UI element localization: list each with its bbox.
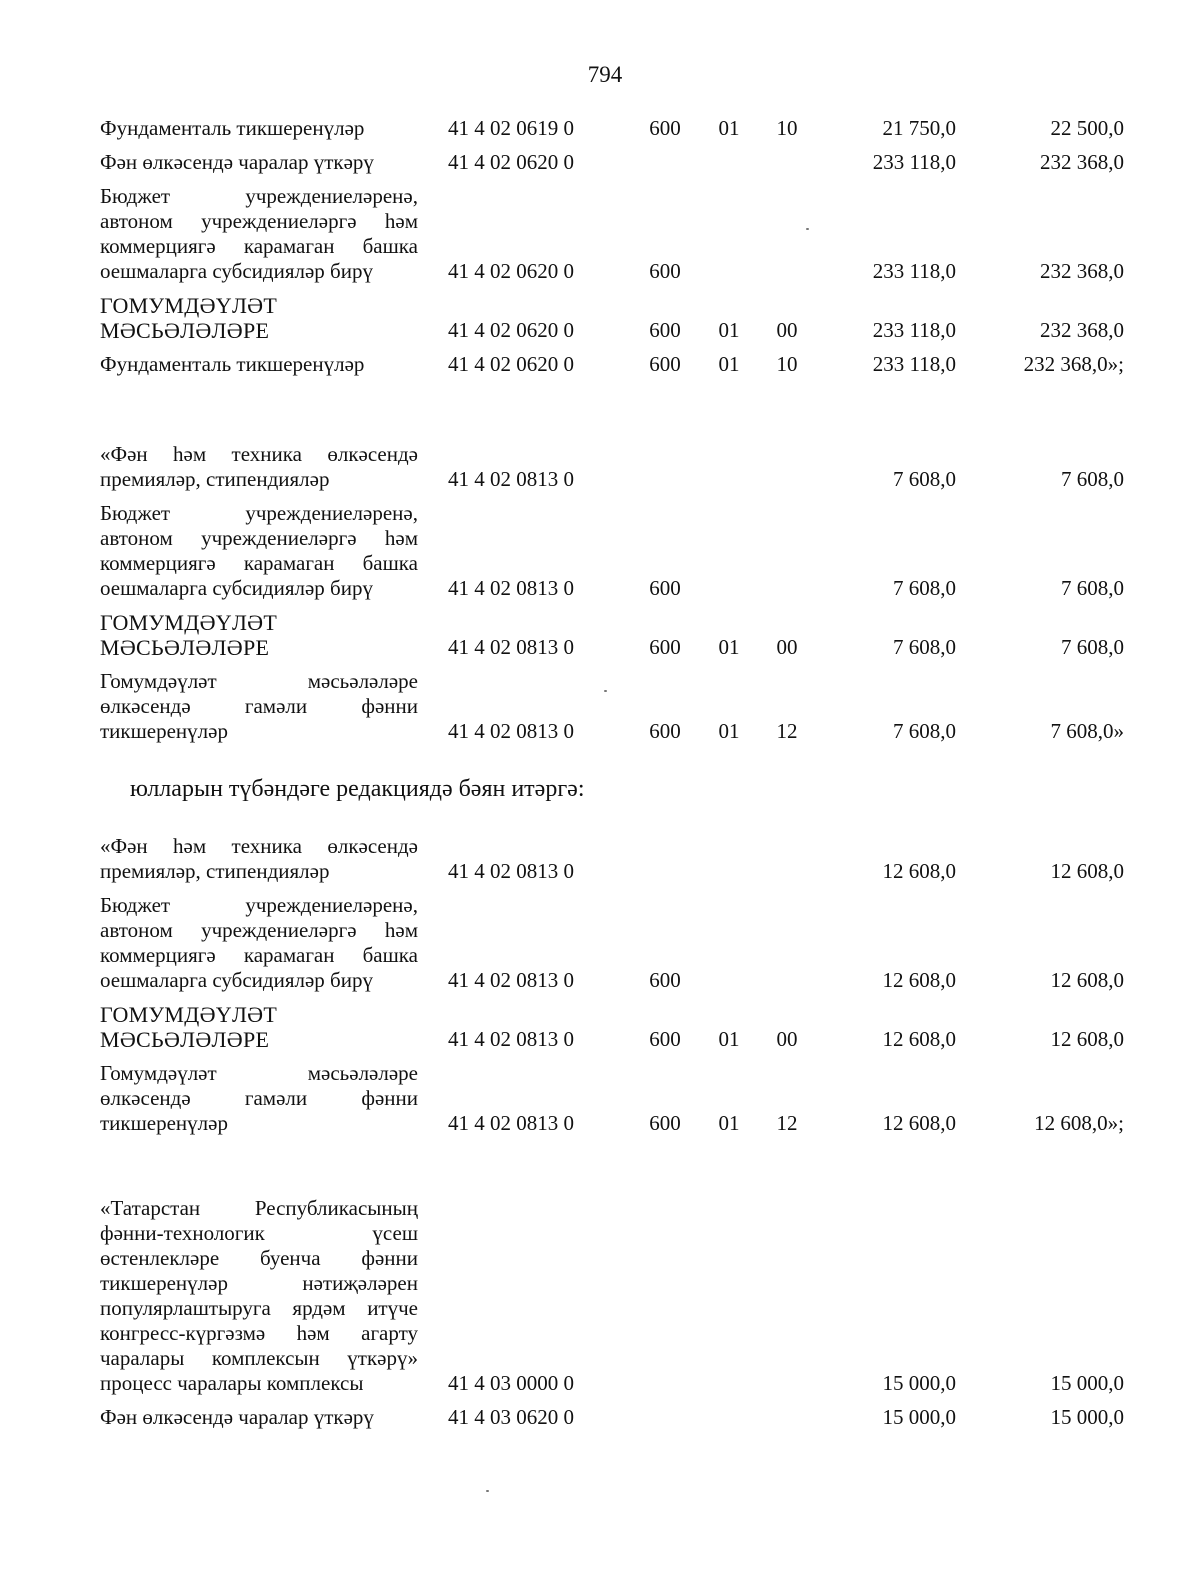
cell-name: Бюджет учреждениеләренә, автоном учреждениеләргә һәм коммерциягә карамаган башка оешмаларга субсидияләр бирү [100, 184, 418, 283]
cell-pr: 12 [776, 719, 798, 743]
cell-pr: 00 [776, 1027, 798, 1051]
cell-v1: 12 608,0 [882, 1027, 956, 1051]
table-row [100, 150, 1130, 175]
cell-code: 41 4 02 0813 0 [448, 859, 574, 883]
table-row [100, 352, 1130, 377]
cell-v2: 7 608,0» [1050, 719, 1124, 743]
cell-name: Фән өлкәсендә чаралар үткәрү [100, 1405, 374, 1429]
cell-rz: 01 [718, 318, 740, 342]
table-block-3 [100, 834, 1130, 1145]
scan-speck [604, 690, 607, 692]
cell-pr: 12 [776, 1111, 798, 1135]
cell-pr: 00 [776, 635, 798, 659]
table-row [100, 1196, 1130, 1396]
table-row [100, 184, 1130, 284]
cell-name: «Фән һәм техника өлкәсендә премияләр, стипендияләр [100, 834, 418, 883]
table-row [100, 834, 1130, 884]
cell-v2: 12 608,0»; [1034, 1111, 1124, 1135]
cell-vr: 600 [649, 318, 681, 342]
cell-name: Бюджет учреждениеләренә, автоном учреждениеләргә һәм коммерциягә карамаган башка оешмаларга субсидияләр бирү [100, 501, 418, 600]
table-row [100, 610, 1130, 660]
cell-vr: 600 [649, 352, 681, 376]
cell-rz: 01 [718, 1111, 740, 1135]
table-row [100, 1061, 1130, 1136]
cell-v1: 12 608,0 [882, 968, 956, 992]
cell-v2: 12 608,0 [1050, 859, 1124, 883]
cell-v1: 7 608,0 [893, 719, 956, 743]
cell-v1: 21 750,0 [882, 116, 956, 140]
table-block-4 [100, 1196, 1130, 1439]
cell-name: «Фән һәм техника өлкәсендә премияләр, стипендияләр [100, 442, 418, 491]
table-row [100, 501, 1130, 601]
cell-name: «Татарстан Республикасының фәнни-технологик үсеш өстенлекләре буенча фәнни тикшеренүләр нәтиҗәләрен популярлаштыруга ярдәм итүче конгресс-күргәзмә һәм агарту чаралары комплексын үткәрү» процесс чаралары комплексы [100, 1196, 418, 1395]
cell-code: 41 4 02 0620 0 [448, 318, 574, 342]
cell-v2: 12 608,0 [1050, 968, 1124, 992]
cell-vr: 600 [649, 1027, 681, 1051]
table-row [100, 293, 1130, 343]
cell-code: 41 4 02 0619 0 [448, 116, 574, 140]
cell-code: 41 4 02 0813 0 [448, 635, 574, 659]
scan-speck [806, 228, 809, 230]
table-row [100, 116, 1130, 141]
cell-v1: 12 608,0 [882, 1111, 956, 1135]
cell-code: 41 4 03 0620 0 [448, 1405, 574, 1429]
table-row [100, 442, 1130, 492]
cell-v1: 15 000,0 [882, 1371, 956, 1395]
cell-code: 41 4 03 0000 0 [448, 1371, 574, 1395]
cell-code: 41 4 02 0813 0 [448, 968, 574, 992]
cell-v1: 7 608,0 [893, 576, 956, 600]
cell-v2: 232 368,0 [1040, 150, 1124, 174]
table-row [100, 893, 1130, 993]
instruction-text: юлларын түбәндәге редакциядә бәян итәргә: [130, 776, 585, 802]
cell-v2: 232 368,0 [1040, 259, 1124, 283]
cell-v2: 15 000,0 [1050, 1371, 1124, 1395]
cell-code: 41 4 02 0620 0 [448, 150, 574, 174]
cell-vr: 600 [649, 576, 681, 600]
cell-code: 41 4 02 0813 0 [448, 1027, 574, 1051]
cell-name: ГОМУМДӘҮЛӘТ МӘСЬӘЛӘЛӘРЕ [100, 293, 278, 343]
cell-vr: 600 [649, 968, 681, 992]
page-number: 794 [587, 62, 623, 87]
cell-code: 41 4 02 0813 0 [448, 576, 574, 600]
table-block-2 [100, 442, 1130, 753]
cell-v2: 15 000,0 [1050, 1405, 1124, 1429]
cell-v1: 15 000,0 [882, 1405, 956, 1429]
cell-name: ГОМУМДӘҮЛӘТ МӘСЬӘЛӘЛӘРЕ [100, 1002, 278, 1052]
cell-vr: 600 [649, 259, 681, 283]
cell-vr: 600 [649, 635, 681, 659]
cell-v2: 232 368,0 [1040, 318, 1124, 342]
cell-vr: 600 [649, 719, 681, 743]
cell-code: 41 4 02 0813 0 [448, 719, 574, 743]
cell-pr: 10 [776, 116, 798, 140]
cell-v2: 7 608,0 [1061, 576, 1124, 600]
table-row [100, 669, 1130, 744]
cell-v1: 233 118,0 [872, 318, 956, 342]
cell-name: Фундаменталь тикшеренүләр [100, 352, 365, 376]
cell-v2: 7 608,0 [1061, 467, 1124, 491]
table-row [100, 1405, 1130, 1430]
cell-rz: 01 [718, 719, 740, 743]
scan-speck [486, 1490, 489, 1492]
cell-v1: 233 118,0 [872, 150, 956, 174]
cell-v1: 233 118,0 [872, 259, 956, 283]
cell-v2: 232 368,0»; [1023, 352, 1124, 376]
cell-name: Бюджет учреждениеләренә, автоном учреждениеләргә һәм коммерциягә карамаган башка оешмаларга субсидияләр бирү [100, 893, 418, 992]
cell-v1: 7 608,0 [893, 635, 956, 659]
table-row [100, 1002, 1130, 1052]
cell-v2: 12 608,0 [1050, 1027, 1124, 1051]
cell-code: 41 4 02 0620 0 [448, 352, 574, 376]
cell-code: 41 4 02 0813 0 [448, 467, 574, 491]
cell-pr: 10 [776, 352, 798, 376]
cell-name: Фән өлкәсендә чаралар үткәрү [100, 150, 374, 174]
cell-vr: 600 [649, 1111, 681, 1135]
cell-v1: 233 118,0 [872, 352, 956, 376]
cell-code: 41 4 02 0813 0 [448, 1111, 574, 1135]
cell-pr: 00 [776, 318, 798, 342]
cell-rz: 01 [718, 116, 740, 140]
cell-name: Гомумдәүләт мәсьәләләре өлкәсендә гамәли фәнни тикшеренүләр [100, 1061, 418, 1135]
cell-name: Фундаменталь тикшеренүләр [100, 116, 365, 140]
table-block-1 [100, 116, 1130, 386]
cell-rz: 01 [718, 635, 740, 659]
cell-v1: 7 608,0 [893, 467, 956, 491]
cell-v1: 12 608,0 [882, 859, 956, 883]
cell-rz: 01 [718, 352, 740, 376]
cell-v2: 7 608,0 [1061, 635, 1124, 659]
cell-rz: 01 [718, 1027, 740, 1051]
cell-name: ГОМУМДӘҮЛӘТ МӘСЬӘЛӘЛӘРЕ [100, 610, 278, 660]
cell-code: 41 4 02 0620 0 [448, 259, 574, 283]
cell-vr: 600 [649, 116, 681, 140]
cell-name: Гомумдәүләт мәсьәләләре өлкәсендә гамәли фәнни тикшеренүләр [100, 669, 418, 743]
cell-v2: 22 500,0 [1050, 116, 1124, 140]
